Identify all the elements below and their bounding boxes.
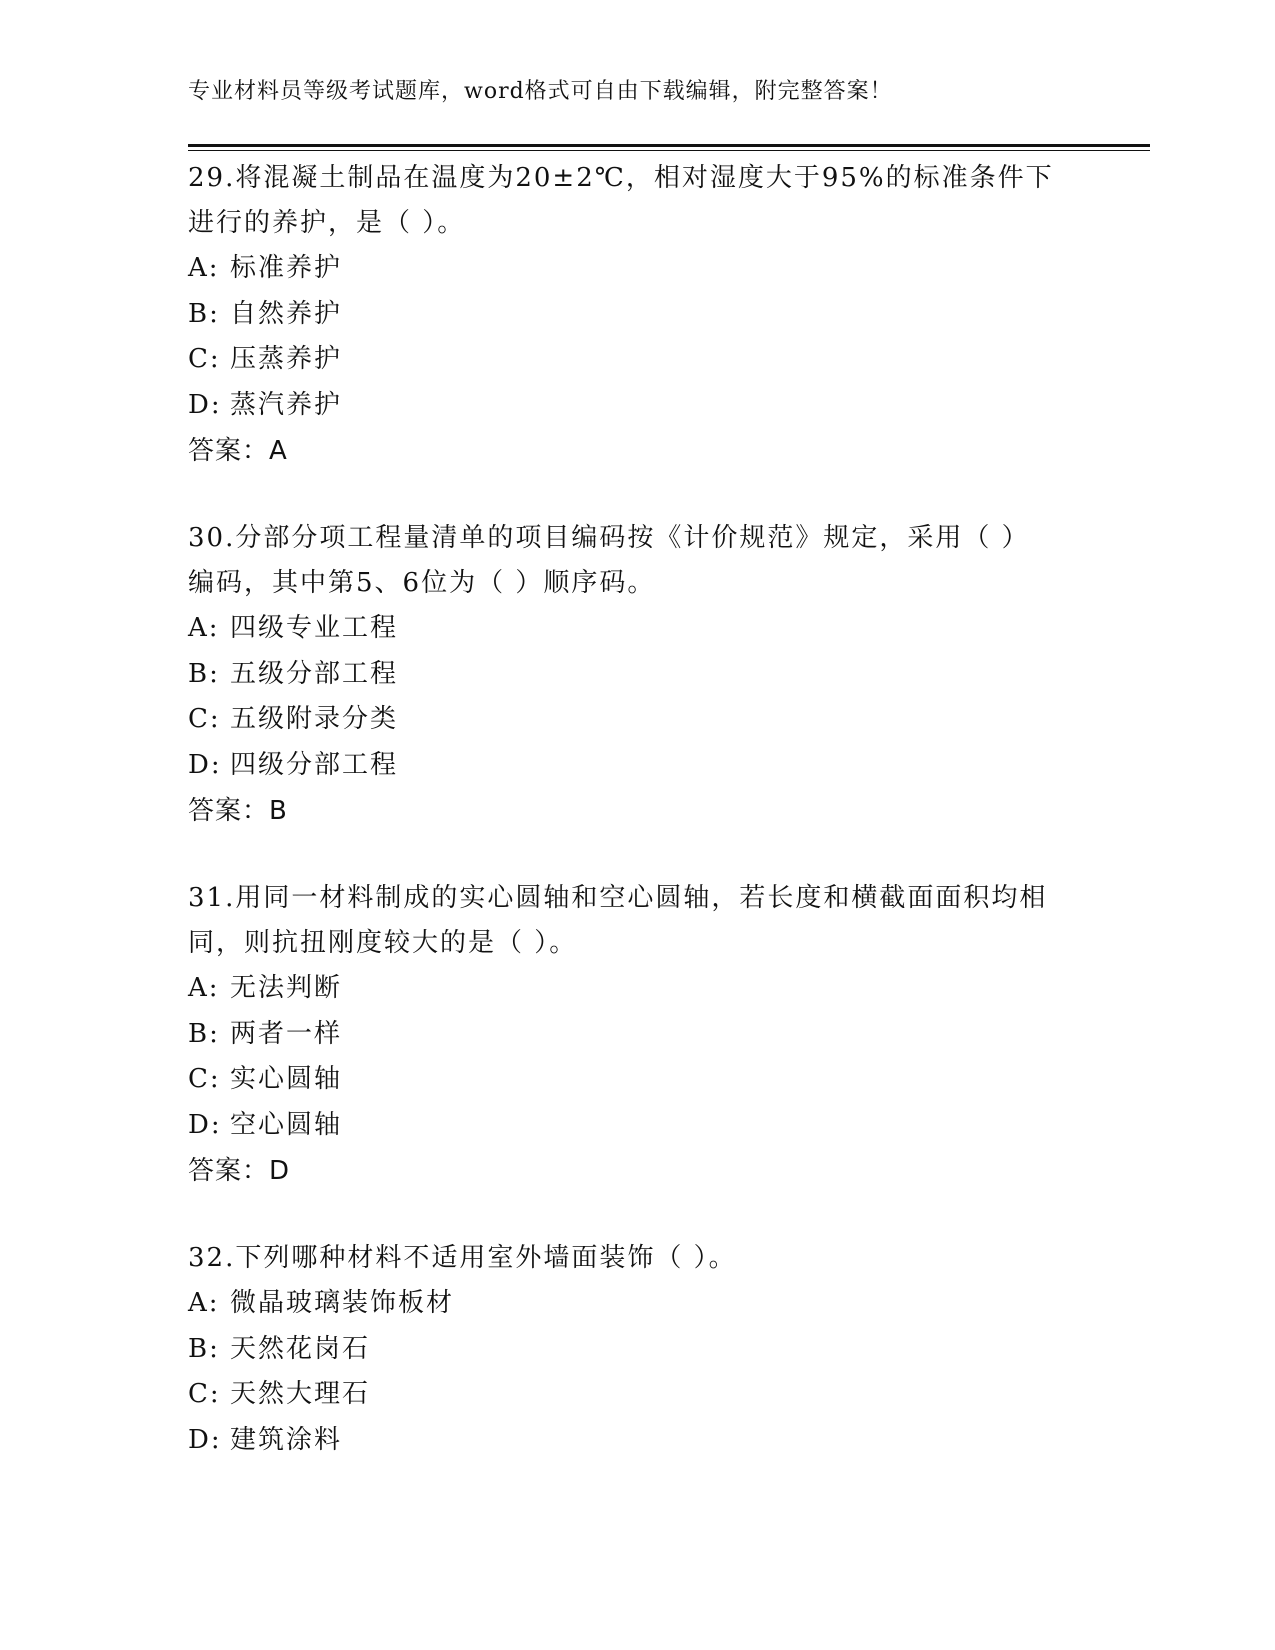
page-header: 专业材料员等级考试题库，word格式可自由下载编辑，附完整答案！ [188,79,893,104]
question-block [188,156,1088,474]
question-text: 进行的养护，是（ ）。 [188,208,466,238]
answer-option [188,1372,1088,1418]
answer-option [188,743,1088,789]
option-letter: A: [188,253,220,283]
option-text: 四级分部工程 [230,749,399,780]
option-letter: A: [188,1288,220,1318]
option-letter: D: [188,1424,222,1455]
option-text: 自然养护 [230,298,343,329]
option-text: 两者一样 [230,1018,343,1049]
question-text: 32.下列哪种材料不适用室外墙面装饰（ ）。 [188,1243,737,1273]
option-text: 建筑涂料 [230,1424,343,1455]
header-rule-thin [188,150,1150,151]
option-letter: C: [188,344,221,374]
answer-key: 答案：A [188,436,288,466]
answer-option [188,1012,1088,1058]
option-text: 五级分部工程 [230,658,399,689]
question-block [188,876,1088,1194]
question-text: 31.用同一材料制成的实心圆轴和空心圆轴，若长度和横截面面积均相 [188,883,1048,913]
option-letter: C: [188,704,221,734]
option-letter: A: [188,973,220,1003]
answer-option [188,966,1088,1012]
question-text: 29.将混凝土制品在温度为20±2℃，相对湿度大于95%的标准条件下 [188,163,1054,193]
answer-option [188,383,1088,429]
option-text: 标准养护 [230,253,343,283]
option-text: 微晶玻璃装饰板材 [230,1288,455,1318]
option-text: 五级附录分类 [230,704,399,734]
answer-option [188,652,1088,698]
option-text: 天然大理石 [230,1379,371,1409]
answer-option [188,337,1088,383]
option-letter: B: [188,298,220,329]
option-letter: D: [188,389,222,420]
option-letter: D: [188,749,222,780]
answer-key: 答案：D [188,1156,291,1186]
question-text: 30.分部分项工程量清单的项目编码按《计价规范》规定，采用（ ） [188,523,1030,553]
question-text: 编码，其中第5、6位为（ ）顺序码。 [188,568,656,598]
answer-option [188,1418,1088,1464]
answer-option [188,1281,1088,1327]
question-text: 同，则抗扭刚度较大的是（ ）。 [188,928,578,958]
option-letter: B: [188,1333,220,1364]
option-letter: D: [188,1109,222,1140]
answer-option [188,606,1088,652]
question-block [188,516,1088,834]
option-text: 压蒸养护 [230,344,343,374]
option-text: 四级专业工程 [230,613,399,643]
option-text: 空心圆轴 [230,1109,343,1140]
answer-option [188,1103,1088,1149]
answer-option [188,1057,1088,1103]
answer-option [188,292,1088,338]
option-text: 天然花岗石 [230,1333,371,1364]
option-text: 无法判断 [230,973,343,1003]
answer-key: 答案：B [188,796,288,826]
option-letter: C: [188,1064,221,1094]
option-letter: C: [188,1379,221,1409]
option-letter: B: [188,658,220,689]
option-letter: B: [188,1018,220,1049]
option-text: 实心圆轴 [230,1064,343,1094]
option-text: 蒸汽养护 [230,389,343,420]
header-rule-thick [188,144,1150,147]
question-block [188,1236,1088,1463]
answer-option [188,1327,1088,1373]
answer-option [188,246,1088,292]
question-list [188,156,1088,1505]
option-letter: A: [188,613,220,643]
answer-option [188,697,1088,743]
